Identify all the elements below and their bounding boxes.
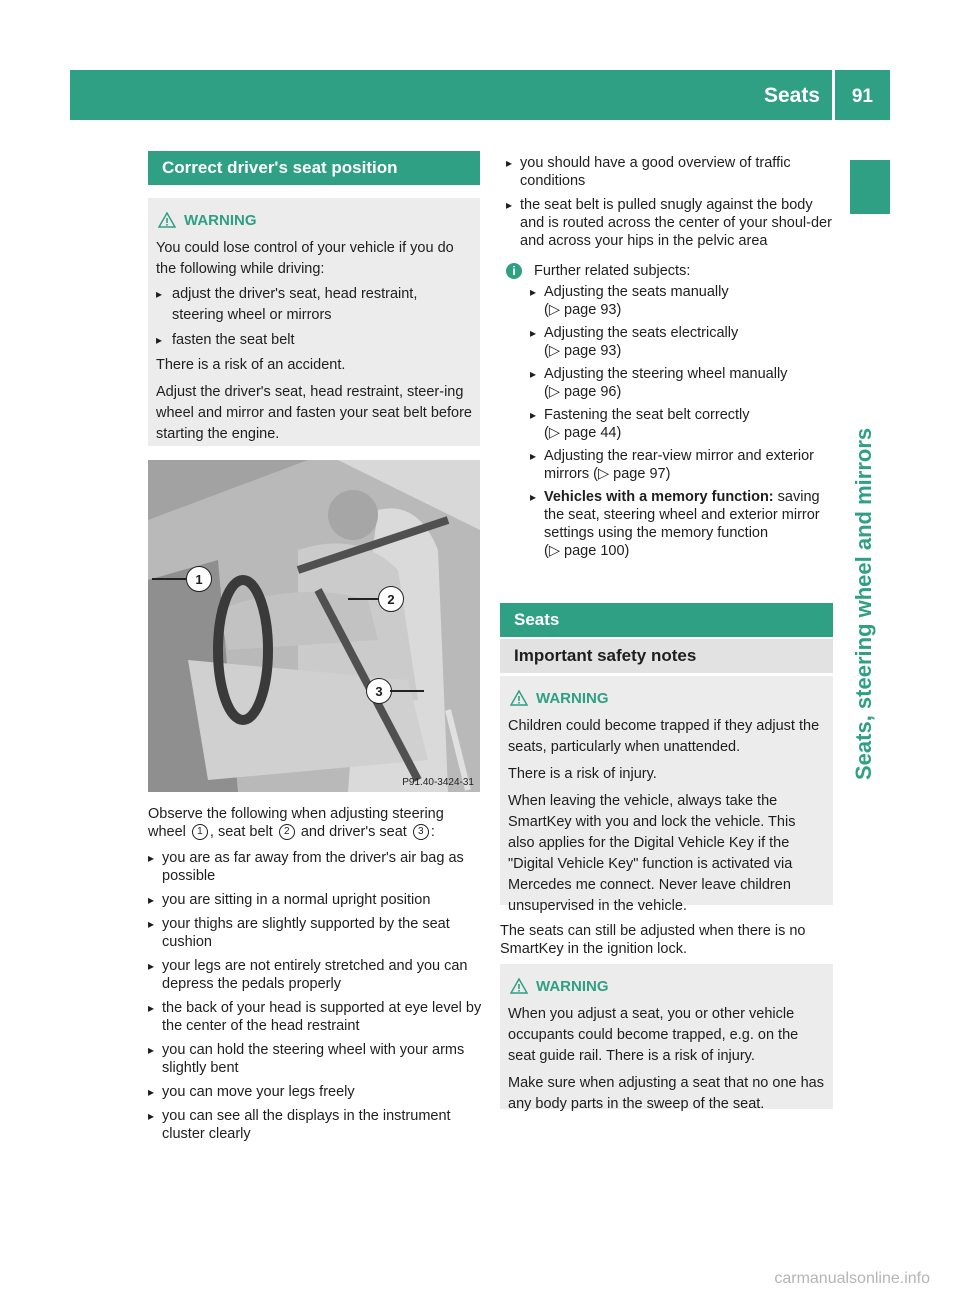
page-ref-arrow-icon: ▷ <box>548 543 560 559</box>
further-item: ▸ Adjusting the rear-view mirror and exterior mirrors (▷ page 97) <box>530 447 836 483</box>
warning-text: There is a risk of injury. <box>508 766 657 782</box>
warning-box-children <box>500 676 833 914</box>
warning-box-driving <box>148 198 480 446</box>
header-divider <box>832 70 835 120</box>
observe-text-1: Observe the following when adjusting steering wheel <box>148 806 444 840</box>
footer-watermark: carmanualsonline.info <box>774 1270 930 1287</box>
warning-intro: You could lose control of your vehicle if you do the following while driving: <box>156 240 454 277</box>
figure-callout-3: 3 <box>366 678 392 704</box>
warning-risk: There is a risk of an accident. <box>156 357 346 373</box>
seat-position-illustration <box>148 460 480 792</box>
subsection-heading-safety: Important safety notes <box>500 639 833 673</box>
warning-title <box>508 974 825 998</box>
driver-seat-drawing <box>148 460 480 792</box>
memory-text: saving the seat, steering wheel and exterior mirror settings using the memory function <box>544 489 820 541</box>
page-number: 91 <box>851 86 873 107</box>
list-item: ▸ you are as far away from the driver's air bag as possible <box>148 849 482 885</box>
callout-3-leader <box>390 690 424 692</box>
list-item: ▸ you can move your legs freely <box>148 1083 482 1101</box>
further-item-text: Adjusting the seats electrically <box>544 325 739 341</box>
further-item: ▸ Vehicles with a memory function: saving the seat, steering wheel and exterior mirror settings using the memory function (▷ page 100) <box>530 488 836 560</box>
callout-2-leader <box>348 598 378 600</box>
further-label: Further related subjects: <box>534 263 691 279</box>
page-ref-arrow-icon: ▷ <box>548 343 560 359</box>
info-icon: i <box>506 263 522 279</box>
warning-advice: Adjust the driver's seat, head restraint, steer-ing wheel and mirror and fasten your seat belt before starting the engine. <box>156 384 472 442</box>
page-ref-arrow-icon: ▷ <box>548 425 560 441</box>
side-tab-text: Seats, steering wheel and mirrors <box>851 427 876 780</box>
list-item: ▸ you should have a good overview of traffic conditions <box>506 154 836 190</box>
page-ref-arrow-icon: ▷ <box>548 384 560 400</box>
page-ref-link[interactable]: page 93 <box>564 343 617 359</box>
smartkey-paragraph: The seats can still be adjusted when there is no SmartKey in the ignition lock. <box>500 923 806 957</box>
warning-text: Children could become trapped if they adjust the seats, particularly when unattended. <box>508 718 820 755</box>
further-heading <box>506 263 836 279</box>
observe-text-3: and driver's seat <box>300 824 407 840</box>
page-ref-link[interactable]: page 93 <box>564 302 617 318</box>
figure-callout-1: 1 <box>186 566 212 592</box>
warning-item: ▸ adjust the driver's seat, head restraint, steering wheel or mirrors <box>156 284 472 326</box>
warning-title <box>508 686 825 710</box>
further-item: ▸ Adjusting the seats manually (▷ page 93) <box>530 283 836 319</box>
warning-triangle-icon <box>510 978 528 994</box>
page-ref-link[interactable]: page 44 <box>564 425 617 441</box>
warning-box-trapped <box>500 964 833 1112</box>
figure-callout-2: 2 <box>378 586 404 612</box>
section-heading-seats: Seats <box>500 603 833 637</box>
list-item: ▸ you can hold the steering wheel with your arms slightly bent <box>148 1041 482 1077</box>
list-item: ▸ you can see all the displays in the instrument cluster clearly <box>148 1107 482 1143</box>
warning-triangle-icon <box>510 690 528 706</box>
seat-checklist <box>148 849 482 1149</box>
page-ref-link[interactable]: page 100 <box>564 543 625 559</box>
side-tab-marker <box>850 160 890 214</box>
list-item: ▸ the seat belt is pulled snugly against the body and is routed across the center of your shoul-der and across your hips in the pelvic area <box>506 196 836 250</box>
further-item-text: Adjusting the seats manually <box>544 284 729 300</box>
memory-bold-text: Vehicles with a memory function: <box>544 489 774 505</box>
warning-label: WARNING <box>536 977 609 995</box>
warning-label: WARNING <box>536 689 609 707</box>
section-heading-correct-seat: Correct driver's seat position <box>148 151 480 185</box>
further-item-text: Fastening the seat belt correctly <box>544 407 750 423</box>
figure-code: P91.40-3424-31 <box>402 777 474 788</box>
warning-text: When leaving the vehicle, always take the SmartKey with you and lock the vehicle. This also applies for the Digital Vehicle Key if the "Digital Vehicle Key" function is activated via Mercedes me connect. Never leave children unsupervised in the vehicle. <box>508 793 796 914</box>
callout-1-leader <box>152 578 186 580</box>
list-item: ▸ your legs are not entirely stretched and you can depress the pedals properly <box>148 957 482 993</box>
further-item: ▸ Fastening the seat belt correctly (▷ page 44) <box>530 406 836 442</box>
warning-text: When you adjust a seat, you or other vehicle occupants could become trapped, e.g. on the seat guide rail. There is a risk of injury. <box>508 1006 799 1064</box>
callout-ref-3: 3 <box>413 824 429 840</box>
seat-checklist-continued <box>506 154 836 256</box>
page-ref-arrow-icon: ▷ <box>597 466 610 482</box>
list-item: ▸ the back of your head is supported at eye level by the center of the head restraint <box>148 999 482 1035</box>
list-item: ▸ you are sitting in a normal upright position <box>148 891 482 909</box>
page-ref-arrow-icon: ▷ <box>548 302 560 318</box>
further-item: ▸ Adjusting the seats electrically (▷ page 93) <box>530 324 836 360</box>
observe-paragraph <box>148 805 480 841</box>
page-ref-link[interactable]: page 97 <box>613 466 666 482</box>
further-item: ▸ Adjusting the steering wheel manually (▷ page 96) <box>530 365 836 401</box>
observe-text-2: , seat belt <box>209 824 273 840</box>
further-item-text: Adjusting the rear-view mirror and exterior mirrors <box>544 448 814 482</box>
further-item-text: Adjusting the steering wheel manually <box>544 366 788 382</box>
list-item: ▸ your thighs are slightly supported by the seat cushion <box>148 915 482 951</box>
page-ref-link[interactable]: page 96 <box>564 384 617 400</box>
section-title: Seats <box>763 84 820 107</box>
warning-item: ▸ fasten the seat belt <box>156 330 472 351</box>
warning-triangle-icon <box>158 212 176 228</box>
warning-text: Make sure when adjusting a seat that no one has any body parts in the sweep of the seat. <box>508 1075 824 1112</box>
page-header-band <box>70 70 890 120</box>
observe-text-4: : <box>430 824 435 840</box>
further-subjects-block <box>506 263 836 565</box>
callout-ref-1: 1 <box>192 824 208 840</box>
callout-ref-2: 2 <box>279 824 295 840</box>
warning-title <box>156 208 472 232</box>
warning-label: WARNING <box>184 211 257 229</box>
